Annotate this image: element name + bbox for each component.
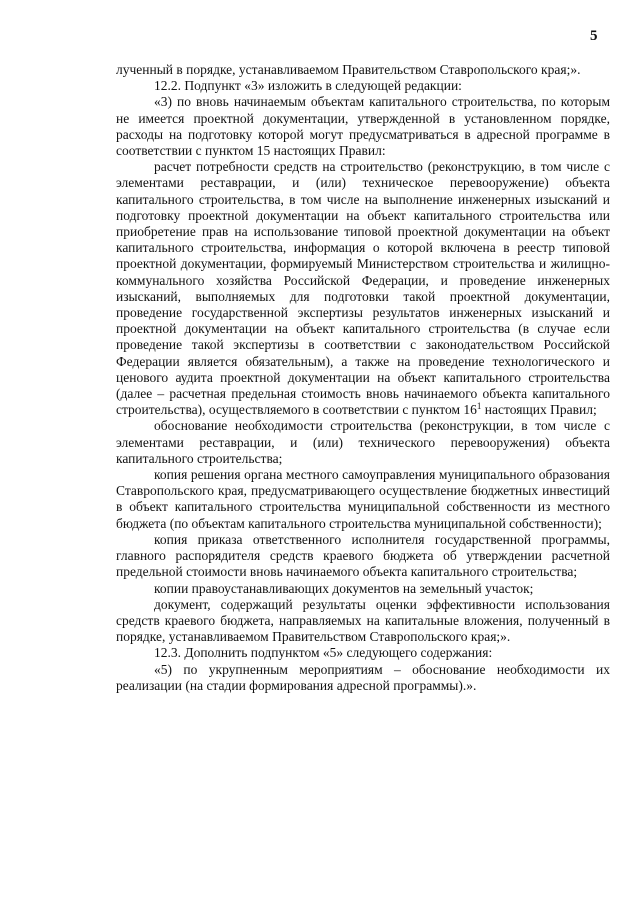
superscript: 1 (476, 401, 482, 412)
paragraph: документ, содержащий результаты оценки эффективности использования средств краевого бюджета, направляемых на капитальные вложения, полученный в порядке, устанавливаемом Правительством Ставропольского края;». (116, 596, 610, 645)
paragraph: расчет потребности средств на строительство (реконструкцию, в том числе с элементами реставрации, и (или) техническое перевооружение) объекта капитального строительства, в том числе на выполнение инженерных изысканий и подготовку проектной документации на объект капитального строительства или приобретение прав на использование типовой проектной документации на объект капитального строительства, информация о которой включена в реестр типовой проектной документации, формируемый Министерством строительства и жилищно-коммунального хозяйства Российской Федерации, и проведение инженерных изысканий, выполняемых для подготовки такой проектной документации, проведение государственной экспертизы результатов инженерных изысканий и проектной документации на объект капитального строительства (в случае если проведение такой экспертизы в соответствии с законодательством Российской Федерации является обязательным), а также на проведение технологического и ценового аудита проектной документации на объект капитального строительства (далее – расчетная предельная стоимость вновь начинаемого объекта капитального строительства), осуществляемого в соответствии с пунктом $16^1$ настоящих Правил; (116, 159, 610, 418)
page-number: 5 (590, 28, 598, 44)
paragraph: копия решения органа местного самоуправления муниципального образования Ставропольского края, предусматривающего осуществление бюджетных инвестиций в объект капитального строительства муниципальной собственности из местного бюджета (по объектам капитального строительства муниципальной собственности); (116, 467, 610, 531)
paragraph: лученный в порядке, устанавливаемом Правительством Ставропольского края;». (116, 62, 581, 77)
paragraph: копия приказа ответственного исполнителя государственной программы, главного распорядителя средств краевого бюджета об утверждении расчетной предельной стоимости вновь начинаемого объекта капитального строительства; (116, 531, 610, 580)
paragraph: 12.3. Дополнить подпунктом «5» следующего содержания: (154, 645, 493, 661)
paragraph: 12.2. Подпункт «3» изложить в следующей редакции: (154, 78, 462, 94)
paragraph: «3) по вновь начинаемым объектам капитального строительства, по которым не имеется проектной документации, утвержденной в установленном порядке, расходы на подготовку которой могут предусматриваться в адресной программе в соответствии с пунктом 15 настоящих Правил: (116, 94, 610, 159)
paragraph: копии правоустанавливающих документов на земельный участок; (154, 580, 534, 596)
paragraph: обоснование необходимости строительства (реконструкции, в том числе с элементами реставрации, и (или) технического перевооружения) объекта капитального строительства; (116, 418, 610, 466)
paragraph: «5) по укрупненным мероприятиям – обоснование необходимости их реализации (на стадии формирования адресной программы).». (116, 661, 610, 693)
document-body (116, 62, 610, 694)
